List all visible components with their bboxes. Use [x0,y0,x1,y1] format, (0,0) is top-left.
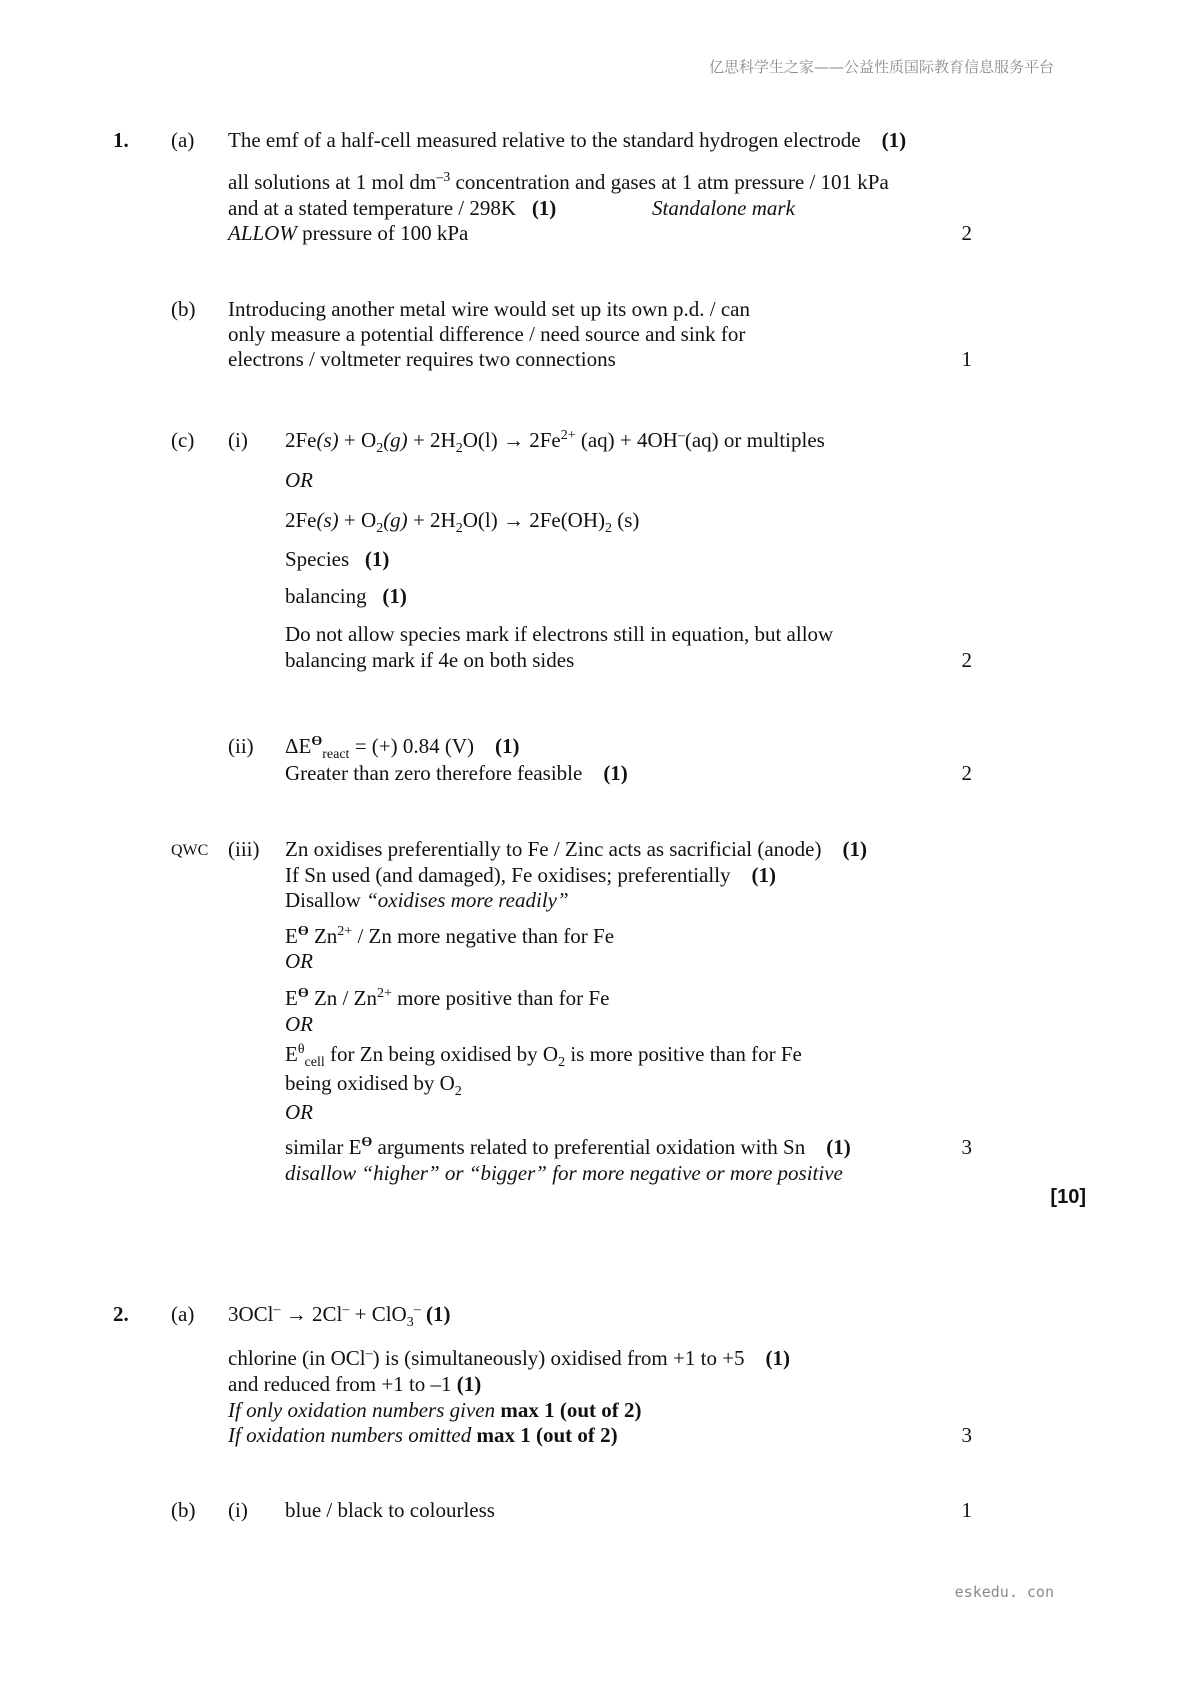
q1ci-marks: 2 [961,648,972,672]
q1c-label: (c) [171,428,195,452]
q1ciii-label: (iii) [228,837,260,861]
q1ciii-or-3: OR [285,1100,313,1124]
q1ciii-line6: $E^\theta_{cell}$ for Zn being oxidised by $O_2$ is more positive than for Fe [285,1042,802,1071]
mark: (1) [881,128,907,152]
q1a-line3: and at a stated temperature / 298K (1) [228,196,557,220]
question-1-number: 1. [113,128,129,152]
q1ciii-line7: being oxidised by $O_2$ [285,1071,462,1100]
qwc-label: QWC [171,842,209,859]
q1cii-marks: 2 [961,761,972,785]
q2a-marks: 3 [961,1423,972,1447]
q1b-line1: Introducing another metal wire would set up its own p.d. / can [228,297,750,321]
q1ciii-line4: $E^ϴ$ $Zn^{2+}$ / Zn more negative than for Fe [285,924,615,948]
q1a-label: (a) [171,128,195,152]
q1ciii-line1: Zn oxidises preferentially to Fe / Zinc acts as sacrificial (anode) (1) [285,837,867,861]
q2a-line4: If oxidation numbers omitted max 1 (out of 2) [228,1423,618,1447]
q1a-line4: ALLOW pressure of 100 kPa [228,221,469,245]
q1ciii-line3: Disallow “oxidises more readily” [285,888,569,912]
q1ciii-or-1: OR [285,949,313,973]
footer-site: eskedu. con [954,1583,1054,1601]
q1b-marks: 1 [961,347,972,371]
q2bi-marks: 1 [961,1498,972,1522]
q1ciii-line8: similar $E^ϴ$ arguments related to preferential oxidation with Sn (1) [285,1135,851,1159]
q1ciii-or-2: OR [285,1012,313,1036]
q2b-label: (b) [171,1498,196,1522]
q2a-label: (a) [171,1302,195,1326]
q2bi-label: (i) [228,1498,248,1522]
q1ciii-line9: disallow “higher” or “bigger” for more negative or more positive [285,1161,843,1185]
q2a-line2: and reduced from +1 to –1 (1) [228,1372,482,1396]
q1ciii-marks: 3 [961,1135,972,1159]
q1a-line1: The emf of a half-cell measured relative to the standard hydrogen electrode (1) [228,128,907,152]
q1ci-equation-1: $2Fe(s) + O_2(g) + 2H_2O(l) \to 2Fe^{2+}$ (aq) + 4OH–(aq) or multiples [285,428,825,457]
q2a-line1: chlorine (in OCl–) is (simultaneously) oxidised from +1 to +5 (1) [228,1346,791,1370]
q1ci-note-line2: balancing mark if 4e on both sides [285,648,575,672]
q2a-line3: If only oxidation numbers given max 1 (out of 2) [228,1398,642,1422]
q1b-line2: only measure a potential difference / need source and sink for [228,322,746,346]
q1ci-or: OR [285,468,313,492]
question-2-number: 2. [113,1302,129,1326]
q1-total-marks: [10] [1050,1186,1086,1208]
q1a-standalone-note: Standalone mark [652,196,795,220]
q2a-equation: 3OCl– → 2Cl– + ClO$_3$– (1) [228,1302,451,1331]
q1b-label: (b) [171,297,196,321]
q1cii-line1: $\Delta E^ϴ_{react}$ = (+) 0.84 (V) (1) [285,734,520,763]
header-site: 亿思科学生之家——公益性质国际教育信息服务平台 [708,58,1054,76]
q1ciii-line2: If Sn used (and damaged), Fe oxidises; preferentially (1) [285,863,777,887]
q2bi-text: blue / black to colourless [285,1498,495,1522]
q1ci-balancing: balancing (1) [285,584,407,608]
q1b-line3: electrons / voltmeter requires two connections [228,347,616,371]
q1ci-equation-2: $2Fe(s) + O_2(g) + 2H_2O(l) \to 2Fe(OH)_2$ (s) [285,508,640,537]
q1a-marks: 2 [961,221,972,245]
q1a-line2: all solutions at 1 mol $dm^{-3}$ concentration and gases at 1 atm pressure / 101 kPa [228,170,889,194]
q1ci-species: Species (1) [285,547,390,571]
q1ci-note-line1: Do not allow species mark if electrons still in equation, but allow [285,622,834,646]
q1ciii-line5: $E^ϴ$ Zn / $Zn^{2+}$ more positive than for Fe [285,986,610,1010]
q1cii-label: (ii) [228,734,254,758]
q1ci-label: (i) [228,428,248,452]
q1cii-line2: Greater than zero therefore feasible (1) [285,761,628,785]
